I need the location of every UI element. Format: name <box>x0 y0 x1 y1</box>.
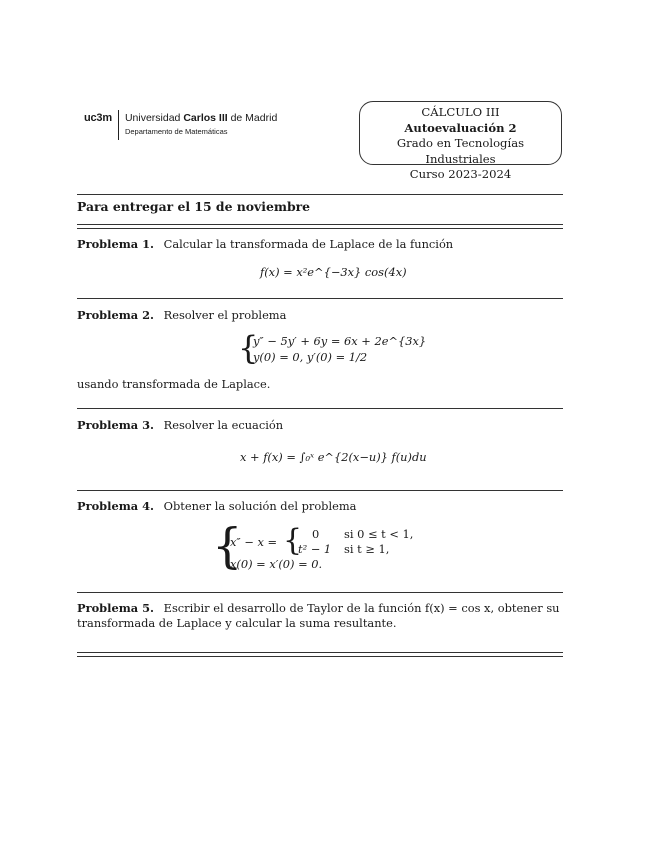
problem-2-equation: y″ − 5y′ + 6y = 6x + 2e^{3x} <box>253 334 427 348</box>
department-name: Departamento de Matemáticas <box>124 127 228 136</box>
divider <box>77 408 563 409</box>
case-2-value: t² − 1 <box>298 542 332 556</box>
brace: { <box>238 329 259 367</box>
problem-text: Escribir el desarrollo de Taylor de la función f(x) = cos x, obtener su transformada de Laplace y calcular la suma resultante. <box>77 601 560 630</box>
degree-name: Grado en Tecnologías Industriales <box>396 136 525 166</box>
problem-label: Problema 4. <box>77 499 154 513</box>
inner-brace: { <box>283 523 303 558</box>
problem-1-formula <box>260 265 407 279</box>
course-name: CÁLCULO III <box>421 105 500 119</box>
problem-3-formula: x + f(x) = ∫₀ˣ e^{2(x−u)} f(u)du <box>240 450 427 464</box>
problem-label: Problema 3. <box>77 418 154 432</box>
outer-brace: { <box>212 518 243 574</box>
problem-2-initial-conditions: y(0) = 0, y′(0) = 1/2 <box>253 350 368 364</box>
university-name: Universidad Carlos III de Madrid <box>124 112 278 124</box>
divider <box>77 592 563 593</box>
problem-text: Obtener la solución del problema <box>163 499 357 513</box>
divider <box>77 652 563 653</box>
academic-year: Curso 2023-2024 <box>409 167 512 181</box>
problem-4-equation-lhs: x″ − x = <box>230 535 278 549</box>
divider <box>77 224 563 225</box>
logo-text <box>125 110 277 138</box>
university-logo <box>84 110 277 142</box>
case-2-condition: si t ≥ 1, <box>344 542 390 556</box>
divider <box>77 298 563 299</box>
problem-label: Problema 2. <box>77 308 154 322</box>
divider <box>77 656 563 657</box>
problem-label: Problema 1. <box>77 237 154 251</box>
assessment-title: Autoevaluación 2 <box>404 120 517 135</box>
problem-label: Problema 5. <box>77 601 154 615</box>
course-title-box <box>359 101 562 181</box>
divider <box>77 490 563 491</box>
problem-1 <box>77 237 563 252</box>
problem-3 <box>77 418 563 433</box>
divider <box>77 228 563 229</box>
problem-4 <box>77 499 563 514</box>
problem-2-note: usando transformada de Laplace. <box>77 377 271 391</box>
case-1-value: 0 <box>312 527 320 541</box>
deadline: Para entregar el 15 de noviembre <box>77 199 311 214</box>
formula-text: f(x) = x²e^{−3x} cos(4x) <box>260 265 407 279</box>
divider <box>77 194 563 195</box>
problem-5 <box>77 601 563 631</box>
case-1-condition: si 0 ≤ t < 1, <box>344 527 414 541</box>
problem-2 <box>77 308 563 323</box>
problem-text: Resolver la ecuación <box>163 418 284 432</box>
problem-text: Calcular la transformada de Laplace de la función <box>163 237 454 251</box>
logo-mark: uc3m <box>84 112 112 124</box>
logo-separator <box>118 110 119 140</box>
problem-text: Resolver el problema <box>163 308 287 322</box>
problem-4-initial-conditions: x(0) = x′(0) = 0. <box>230 557 323 571</box>
